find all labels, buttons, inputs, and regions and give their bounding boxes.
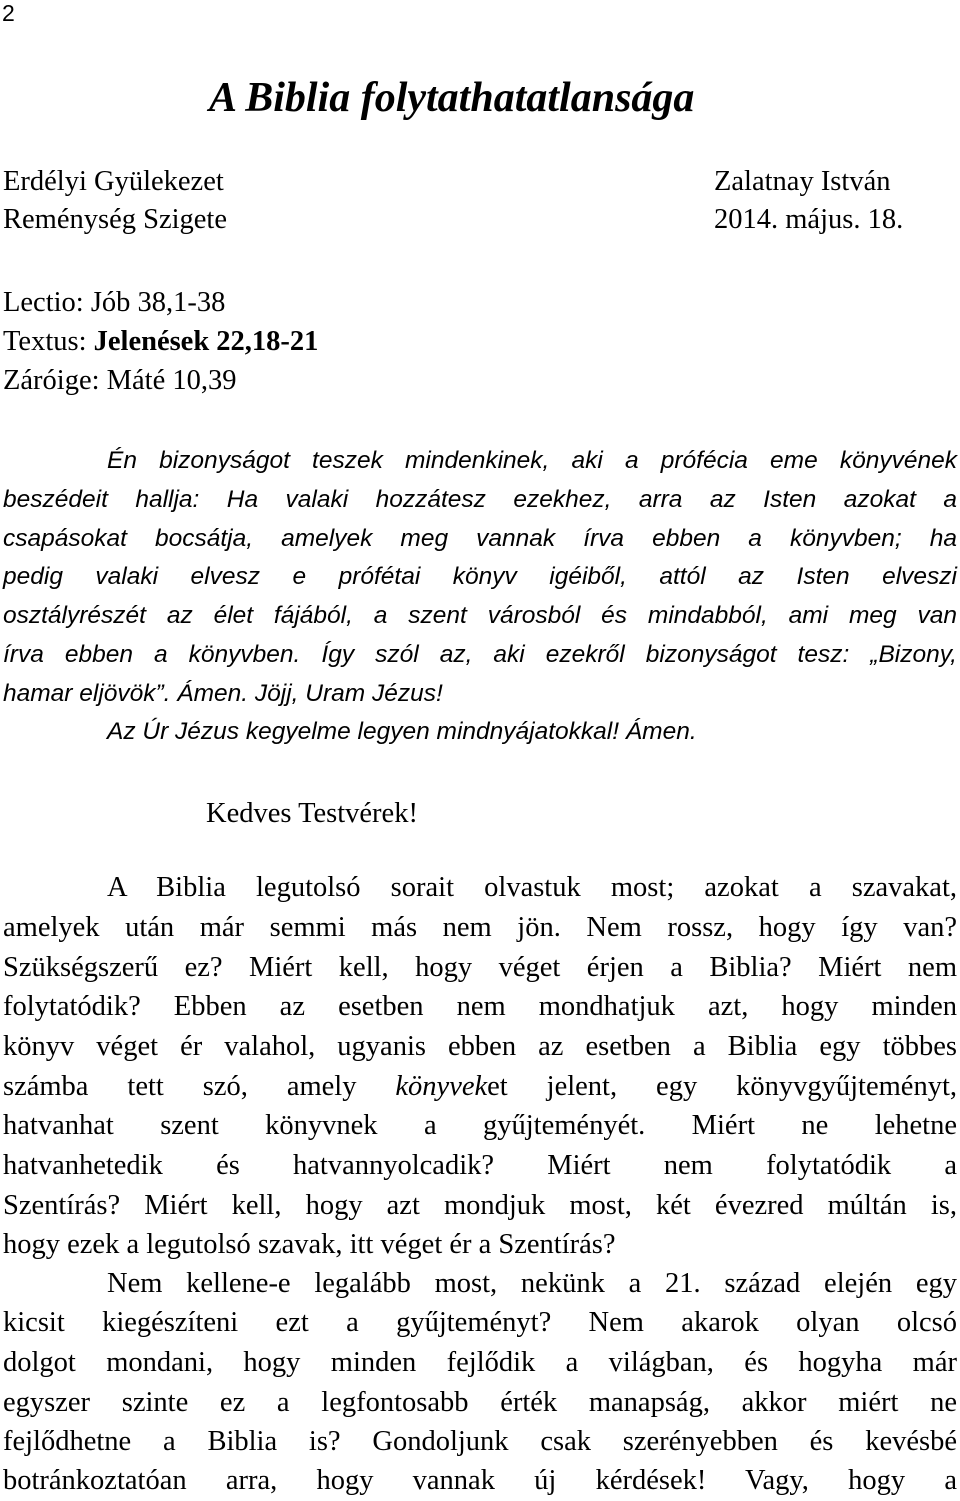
body-line: Szükségszerű ez? Miért kell, hogy véget érjen a Biblia? Miért nem bbox=[3, 952, 957, 983]
body-line: hogy ezek a legutolsó szavak, itt véget ér a Szentírás? bbox=[3, 1229, 616, 1260]
quote-line: osztályrészét az élet fájából, a szent városból és mindabból, ami meg van bbox=[3, 602, 957, 629]
congregation-name: Erdélyi Gyülekezet bbox=[3, 166, 224, 197]
quote-line: beszédeit hallja: Ha valaki hozzátesz ezekhez, arra az Isten azokat a bbox=[3, 486, 957, 513]
author-name: Zalatnay István bbox=[714, 166, 891, 197]
page-number: 2 bbox=[2, 0, 15, 26]
congregation-place: Reménység Szigete bbox=[3, 204, 227, 235]
body-line: hatvanhat szent könyvnek a gyűjteményét. Miért ne lehetne bbox=[3, 1110, 957, 1141]
body-line: Szentírás? Miért kell, hogy azt mondjuk most, két évezred múltán is, bbox=[3, 1190, 957, 1221]
sermon-date: 2014. május. 18. bbox=[714, 204, 904, 235]
body-line: könyv véget ér valahol, ugyanis ebben az esetben a Biblia egy többes bbox=[3, 1031, 957, 1062]
body-line: egyszer szinte ez a legfontosabb érték manapság, akkor miért ne bbox=[3, 1387, 957, 1418]
body-line: botránkoztatóan arra, hogy vannak új kérdések! Vagy, hogy a bbox=[3, 1465, 957, 1496]
textus-reference: Jelenések 22,18-21 bbox=[93, 326, 319, 357]
zaroige-line: Záróige: Máté 10,39 bbox=[3, 365, 237, 396]
quote-line: hamar eljövök”. Ámen. Jöjj, Uram Jézus! bbox=[3, 680, 443, 707]
body-line: A Biblia legutolsó sorait olvastuk most; azokat a szavakat, bbox=[107, 872, 957, 903]
greeting: Kedves Testvérek! bbox=[206, 798, 418, 829]
body-text: számba tett szó, amely bbox=[3, 1071, 396, 1102]
lectio-line: Lectio: Jób 38,1-38 bbox=[3, 287, 226, 318]
textus-line bbox=[3, 326, 318, 358]
quote-line: Én bizonyságot teszek mindenkinek, aki a prófécia eme könyvének bbox=[107, 447, 957, 474]
body-line: fejlődhetne a Biblia is? Gondoljunk csak szerényebben és kevésbé bbox=[3, 1426, 957, 1457]
quote-line: pedig valaki elvesz e prófétai könyv igéiből, attól az Isten elveszi bbox=[3, 563, 957, 590]
body-line: kicsit kiegészíteni ezt a gyűjteményt? Nem akarok olyan olcsó bbox=[3, 1307, 957, 1338]
body-line: hatvanhetedik és hatvannyolcadik? Miért nem folytatódik a bbox=[3, 1150, 957, 1181]
quote-line: Az Úr Jézus kegyelme legyen mindnyájatokkal! Ámen. bbox=[107, 718, 697, 745]
body-line: Nem kellene-e legalább most, nekünk a 21. század elején egy bbox=[107, 1268, 957, 1299]
emphasis-text: könyvek bbox=[395, 1071, 488, 1102]
body-line bbox=[3, 1071, 957, 1103]
body-line: folytatódik? Ebben az esetben nem mondhatjuk azt, hogy minden bbox=[3, 991, 957, 1022]
body-line: dolgot mondani, hogy minden fejlődik a világban, és hogyha már bbox=[3, 1347, 957, 1378]
document-title: A Biblia folytathatatlansága bbox=[209, 75, 695, 121]
quote-line: csapásokat bocsátja, amelyek meg vannak írva ebben a könyvben; ha bbox=[3, 525, 957, 552]
textus-label: Textus: bbox=[3, 326, 94, 357]
quote-line: írva ebben a könyvben. Így szól az, aki ezekről bizonyságot tesz: „Bizony, bbox=[3, 641, 957, 668]
body-line: amelyek után már semmi más nem jön. Nem rossz, hogy így van? bbox=[3, 912, 957, 943]
body-text: et jelent, egy könyvgyűjteményt, bbox=[487, 1071, 957, 1102]
